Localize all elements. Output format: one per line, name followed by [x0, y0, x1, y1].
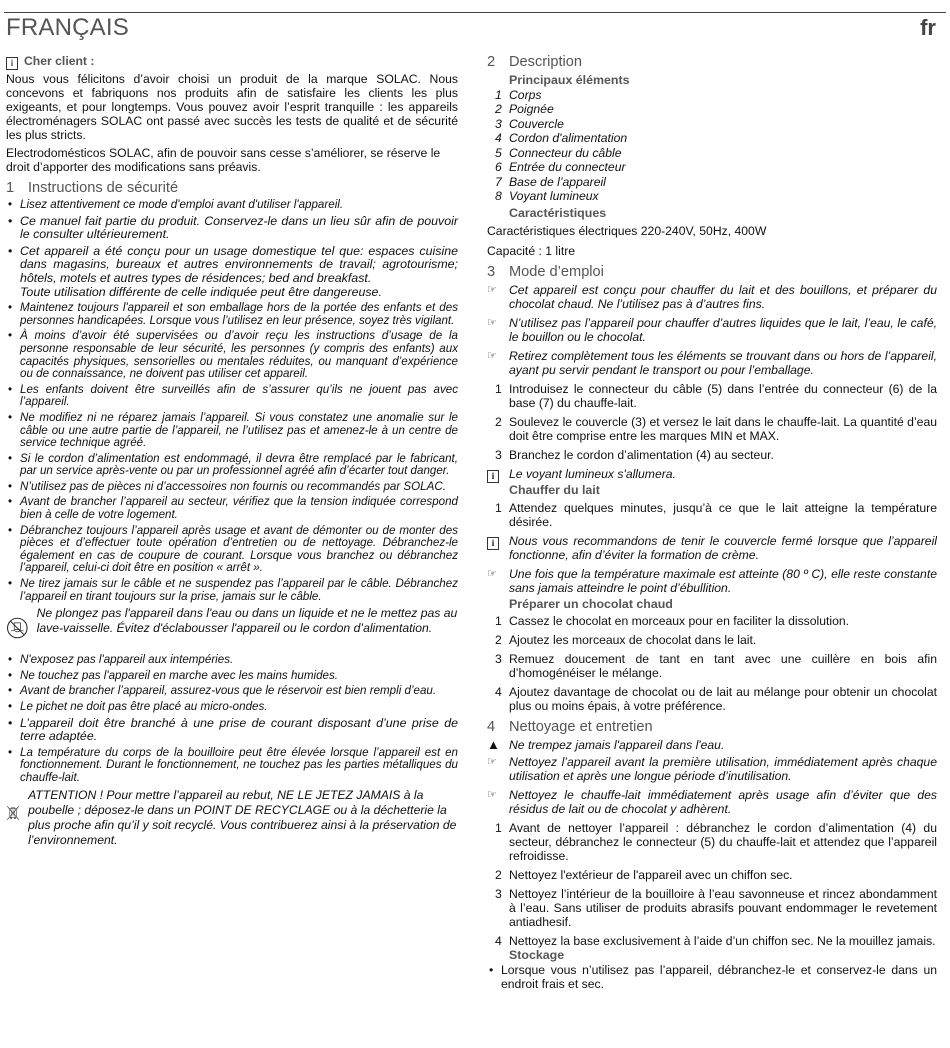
list-item: 1 Cassez le chocolat en morceaux pour en faciliter la dissolution. [495, 614, 850, 628]
list-item: • Lorsque vous n’utilisez pas l’appareil, débranchez-le et conservez-le dans un endroit frais et sec. [487, 963, 937, 991]
recycle-warning [6, 788, 458, 848]
immersion-warning-text: Ne plongez pas l'appareil dans l'eau ou dans un liquide et ne le mettez pas au lave-vaisselle. Évitez d'éclabousser l'appareil ou le cordon d’alimentation. [36, 606, 458, 636]
usage-note: ☞ Retirez complètement tous les éléments se trouvant dans ou hors de l’appareil, ayant pu servir pendant le transport ou pour l’emballage. [487, 349, 937, 377]
recycle-warning-text: ATTENTION ! Pour mettre l’appareil au rebut, NE LE JETEZ JAMAIS à la poubelle ; déposez-le dans un POINT DE RECYCLAGE ou à la déchetterie la plus proche afin qu’il y soit recyclé. Vous contribuerez ainsi à la préservation de l’environnement. [28, 787, 457, 847]
section-heading-description: 2 Description [487, 54, 582, 70]
usage-note: ☞ N’utilisez pas l’appareil pour chauffer d’autres liquides que le lait, l’eau, le café, le bouillon ou le chocolat. [487, 316, 937, 344]
safety-list [6, 199, 458, 603]
list-item: 2 Soulevez le couvercle (3) et versez le lait dans le chauffe-lait. La quantité d’eau doit être comprise entre les marques MIN et MAX. [495, 415, 937, 443]
list-item: • Ce manuel fait partie du produit. Conservez-le dans un lieu sûr afin de pouvoir le consulter ultérieurement. [6, 215, 458, 242]
section-heading-cleaning: 4 Nettoyage et entretien [487, 719, 653, 735]
info-icon: i [6, 57, 18, 70]
crossed-bin-icon [6, 788, 20, 838]
heat-steps [487, 501, 937, 529]
right-column [487, 54, 937, 994]
list-item: • Si le cordon d’alimentation est endommagé, il devra être remplacé par le fabricant, par un service après-vente ou par un professionnel agréé afin d’écarter tout danger. [6, 453, 458, 478]
list-item: 1 Corps [495, 87, 542, 102]
list-item: • Lisez attentivement ce mode d'emploi avant d'utiliser l'appareil. [6, 199, 458, 212]
list-item: • Ne tirez jamais sur le câble et ne suspendez pas l’appareil par le câble. Débranchez l’appareil en tirant toujours sur la prise, jamais sur le câble. [6, 578, 458, 603]
heat-info: i Nous vous recommandons de tenir le couvercle fermé lorsque que l’appareil fonctionne, afin d’éviter la formation de crème. [487, 534, 937, 562]
warning-icon: ▲ [487, 737, 500, 752]
parts-list [487, 88, 937, 204]
list-item: 3 Couvercle [495, 116, 564, 131]
language-code: fr [920, 15, 936, 40]
list-item: • Avant de brancher l’appareil au secteur, vérifiez que la tension indiquée correspond bien à celle de votre logement. [6, 496, 458, 521]
pointing-hand-icon: ☞ [487, 284, 497, 296]
list-item: • Ne modifiez ni ne réparez jamais l’appareil. Si vous constatez une anomalie sur le câble ou une autre partie de l’appareil, ne l’utilisez pas et amenez-le à un centre de service technique agréé. [6, 412, 458, 450]
pointing-hand-icon: ☞ [487, 317, 497, 329]
list-item: • N’utilisez pas de pièces ni d’accessoires non fournis ou recommandés par SOLAC. [6, 481, 458, 494]
cleaning-steps [487, 821, 937, 948]
list-item: • Ne touchez pas l'appareil en marche avec les mains humides. [6, 670, 458, 683]
list-item: 4 Ajoutez davantage de chocolat ou de lait au mélange pour obtenir un chocolat plus ou moins épais, à votre préférence. [495, 685, 937, 713]
list-item: 3 Nettoyez l’intérieur de la bouilloire à l’eau savonneuse et rincez abondamment à l’eau. Sans utiliser de produits abrasifs pouvant endommager le revetement antiadhesif. [495, 887, 937, 929]
list-item: 3 Remuez doucement de tant en tant avec une cuillère en bois afin d’homogénéiser le mélange. [495, 652, 937, 680]
usage-note: ☞ Cet appareil est conçu pour chauffer du lait et des bouillons, et préparer du chocolat chaud. Ne l’utilisez pas à d’autres fins. [487, 283, 937, 311]
storage-title: Stockage [509, 948, 565, 962]
list-item: • Avant de brancher l’appareil, assurez-vous que le réservoir est bien rempli d’eau. [6, 685, 458, 698]
list-item: 4 Cordon d'alimentation [495, 131, 628, 145]
list-item: 1 Attendez quelques minutes, jusqu’à ce que le lait atteigne la température désirée. [495, 500, 937, 529]
list-item: • Le pichet ne doit pas être placé au micro-ondes. [6, 701, 458, 714]
chocolate-steps [487, 614, 937, 713]
light-note: i Le voyant lumineux s'allumera. [487, 467, 937, 481]
left-column [6, 54, 458, 852]
header-rule [4, 12, 946, 13]
list-item: • Les enfants doivent être surveillés afin de s’assurer qu’ils ne jouent pas avec l’appareil. [6, 384, 458, 409]
section-heading-usage: 3 Mode d’emploi [487, 264, 604, 280]
no-immersion-icon [6, 606, 29, 650]
list-item: • N'exposez pas l'appareil aux intempéries. [6, 654, 458, 667]
section-heading-safety: 1 Instructions de sécurité [6, 180, 179, 196]
list-item: 1 Introduisez le connecteur du câble (5) dans l’entrée du connecteur (6) de la base (7) du chauffe-lait. [495, 382, 937, 410]
cleaning-note: ☞ Nettoyez l’appareil avant la première utilisation, immédiatement après chaque utilisation et après une longue période d’inutilisation. [487, 755, 937, 783]
list-item: • L’appareil doit être branché à une prise de courant disposant d’une prise de terre adaptée. [6, 717, 458, 744]
main-parts-title: Principaux éléments [509, 73, 630, 87]
list-item: 6 Entrée du connecteur [495, 160, 626, 174]
list-item: 2 Poignée [495, 102, 554, 116]
heat-title: Chauffer du lait [509, 483, 600, 497]
intro-paragraph: Nous vous félicitons d’avoir choisi un produit de la marque SOLAC. Nous concevons et fabriquons nos produits afin de satisfaire les clients les plus exigeants, et pour longtemps. Vous pouvez avoir l’esprit tranquille : les appareils électroménagers SOLAC ont passé avec succès les tests de qualité et de sécurité les plus stricts. [6, 72, 458, 142]
list-item: 2 Nettoyez l'extérieur de l'appareil avec un chiffon sec. [495, 868, 793, 882]
intro-paragraph-2: Electrodomésticos SOLAC, afin de pouvoir sans cesse s’améliorer, se réserve le droit d’apporter des modifications sans préavis. [6, 146, 441, 174]
page-header [0, 0, 950, 44]
immersion-warning [6, 606, 458, 650]
info-icon: i [487, 470, 499, 483]
pointing-hand-icon: ☞ [487, 350, 497, 362]
cleaning-note: ☞ Nettoyez le chauffe-lait immédiatement après usage afin d’éviter que des résidus de lait ou de chocolat y adhèrent. [487, 788, 937, 816]
list-item: 4 Nettoyez la base exclusivement à l’aide d’un chiffon sec. Ne la mouillez jamais. [495, 934, 936, 948]
list-item: 2 Ajoutez les morceaux de chocolat dans le lait. [495, 633, 757, 647]
pointing-hand-icon: ☞ [487, 756, 497, 768]
list-item: • Cet appareil a été conçu pour un usage domestique tel que: espaces cuisine dans magasins, bureaux et autres environnements de travail; agrotourisme; hôtels, motels et autres types de résidences; bed and breakfast. Toute utilisation différente de celle indiquée peut être dangereuse. [6, 245, 458, 299]
list-item: • Maintenez toujours l'appareil et son emballage hors de la portée des enfants et des personnes handicapées. Lorsque vous l’utilisez en leur présence, soyez très vigilant. [6, 302, 458, 327]
specs-line: Caractéristiques électriques 220-240V, 50Hz, 400W [487, 224, 767, 238]
list-item: • La température du corps de la bouilloire peut être élevée lorsque l’appareil est en fonctionnement. Durant le fonctionnement, ne touchez pas les parties métalliques du chauffe-lait. [6, 747, 458, 785]
page-title: FRANÇAIS [6, 14, 129, 41]
capacity-line: Capacité : 1 litre [487, 244, 576, 258]
list-item: 7 Base de l’appareil [495, 174, 606, 189]
info-icon: i [487, 537, 499, 550]
greeting [6, 54, 458, 70]
storage-list [487, 963, 937, 991]
list-item: 5 Connecteur du câble [495, 145, 622, 160]
list-item: 1 Avant de nettoyer l’appareil : débranchez le cordon d’alimentation (4) du secteur, débranchez le connecteur (5) du chauffe-lait et attendez que l’appareil refroidisse. [495, 821, 937, 863]
usage-steps [487, 382, 937, 462]
heat-note: ☞ Une fois que la température maximale est atteinte (80 º C), elle reste constante sans jamais atteindre le point d’ébullition. [487, 566, 937, 595]
greeting-title: Cher client : [24, 54, 95, 68]
pointing-hand-icon: ☞ [487, 789, 497, 801]
list-item: 8 Voyant lumineux [495, 189, 599, 203]
chocolate-title: Préparer un chocolat chaud [509, 596, 673, 611]
pointing-hand-icon: ☞ [487, 567, 497, 580]
cleaning-warning: ▲ Ne trempez jamais l'appareil dans l'eau. [487, 737, 725, 752]
list-item: 3 Branchez le cordon d’alimentation (4) au secteur. [495, 448, 774, 462]
list-item: • À moins d’avoir été supervisées ou d’avoir reçu les instructions d’usage de la personne responsable de leur sécurité, les personnes (y compris des enfants) aux capacités physiques, sensorielles ou mentales réduites, ou manquant d’expérience ou de connaissance, ne doivent pas utiliser cet appareil. [6, 330, 458, 380]
domestic-note: Toute utilisation différente de celle indiquée peut être dangereuse. [20, 284, 382, 299]
specs-title: Caractéristiques [509, 205, 607, 220]
list-item: • Débranchez toujours l’appareil après usage et avant de démonter ou de monter des pièces et d’effectuer toute opération d’entretien ou de nettoyage. Débranchez-le également en cas de coupure de courant. Lorsque vous branchez ou débranchez l’appareil, celui-ci doit être en position « arrêt ». [6, 525, 458, 575]
safety-list-2 [6, 654, 458, 784]
